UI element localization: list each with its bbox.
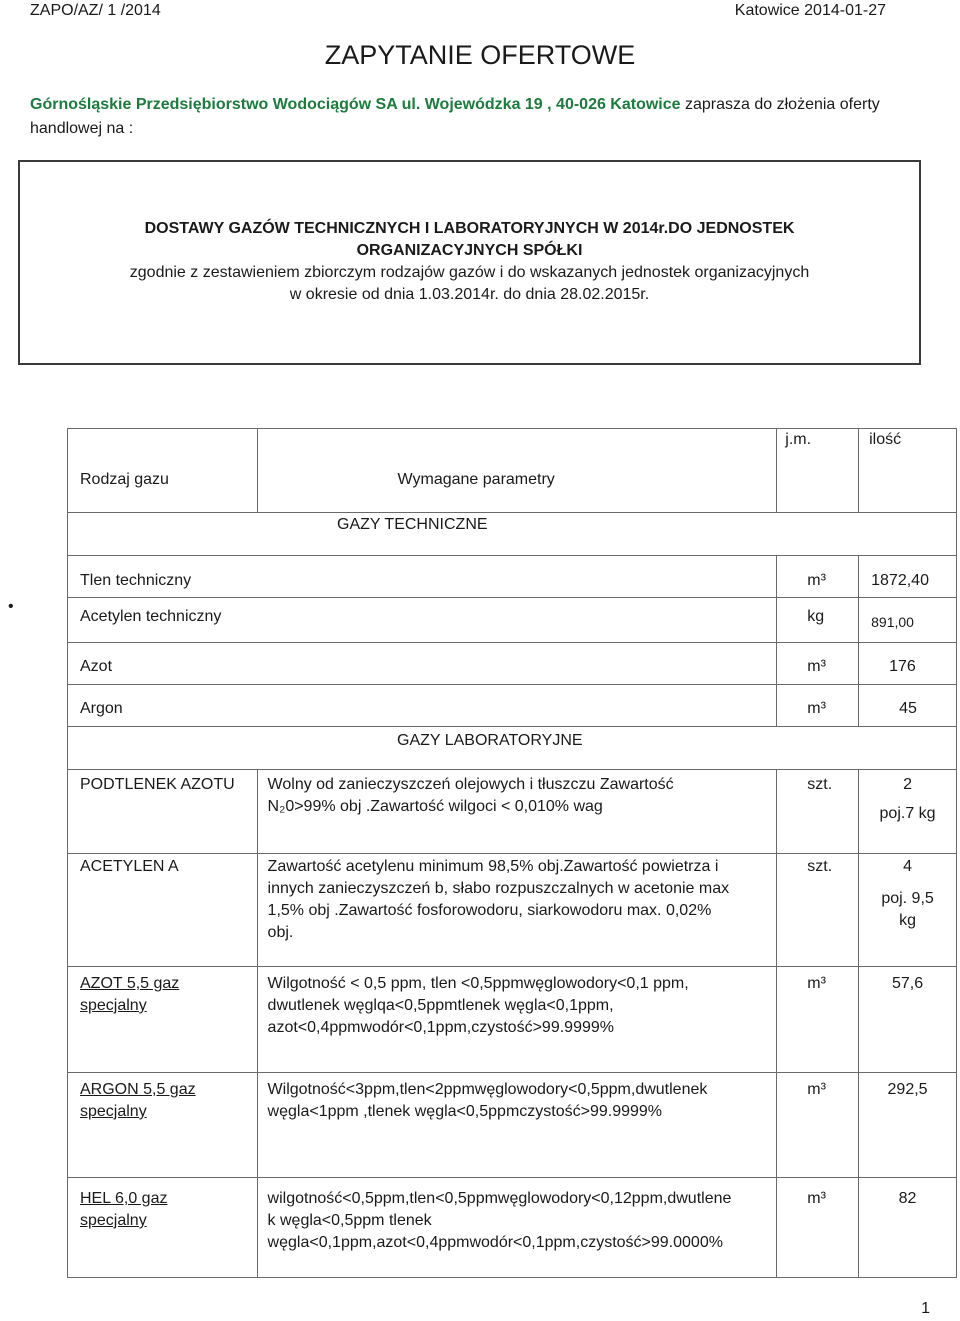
subject-line-2: ORGANIZACYJNYCH SPÓŁKI <box>356 242 583 259</box>
gas-quantity: 82 <box>898 1190 917 1207</box>
gas-name: ACETYLEN A <box>80 858 179 875</box>
header-quantity: ilość <box>869 431 902 448</box>
param-line: węgla<1ppm ,tlenek węgla<0,5ppmczystość>99.9999% <box>267 1103 663 1120</box>
table-header-row <box>68 429 957 513</box>
gas-unit: m³ <box>807 1081 826 1098</box>
table-row <box>68 1073 957 1178</box>
table-row <box>68 967 957 1073</box>
table-row <box>68 598 957 643</box>
subject-line-3: zgodnie z zestawieniem zbiorczym rodzajów gazów i do wskazanych jednostek organizacyjnych <box>129 264 810 281</box>
section-laboratory: GAZY LABORATORYJNE <box>397 732 583 749</box>
gas-name-cont: specjalny <box>80 997 147 1014</box>
header-unit: j.m. <box>785 431 812 448</box>
gas-unit: m³ <box>807 700 826 717</box>
company-name: Górnośląskie Przedsiębiorstwo Wodociągów SA ul. Wojewódzka 19 , 40-026 Katowice <box>30 96 681 113</box>
section-row <box>68 727 957 770</box>
section-row <box>68 513 957 556</box>
param-line: wilgotność<0,5ppm,tlen<0,5ppmwęglowodory<0,12ppm,dwutlene <box>267 1190 732 1207</box>
table-row <box>68 854 957 967</box>
param-line: Wolny od zanieczyszczeń olejowych i tłuszczu Zawartość <box>267 776 674 793</box>
gas-quantity: 1872,40 <box>871 572 929 589</box>
gas-quantity: 2 <box>903 776 913 793</box>
param-line: Zawartość acetylenu minimum 98,5% obj.Zawartość powietrza i <box>267 858 719 875</box>
page-title: ZAPYTANIE OFERTOWE <box>324 40 636 70</box>
table-row <box>68 556 957 598</box>
gas-quantity: 891,00 <box>871 614 914 630</box>
gas-name: Azot <box>80 658 113 675</box>
param-line: dwutlenek węglqa<0,5ppmtlenek węgla<0,1ppm, <box>267 997 614 1014</box>
gas-quantity: 292,5 <box>887 1081 928 1098</box>
gas-quantity: 4 <box>903 858 913 875</box>
container-unit: kg <box>899 912 917 929</box>
param-line: N₂0>99% obj .Zawartość wilgoci < 0,010% wag <box>267 798 603 815</box>
gas-name: ARGON 5,5 gaz <box>80 1081 196 1098</box>
subject-box <box>18 160 921 365</box>
subject-line-4: w okresie od dnia 1.03.2014r. do dnia 28.02.2015r. <box>289 286 650 303</box>
table-row <box>68 643 957 685</box>
gas-unit: szt. <box>807 858 833 875</box>
table-row <box>68 1178 957 1278</box>
gas-name-cont: specjalny <box>80 1103 147 1120</box>
header-gas-type: Rodzaj gazu <box>80 471 169 488</box>
gas-unit: kg <box>807 608 825 625</box>
gas-name-cont: specjalny <box>80 1212 147 1229</box>
param-line: k węgla<0,5ppm tlenek <box>267 1212 432 1229</box>
gas-unit: m³ <box>807 658 826 675</box>
section-technical: GAZY TECHNICZNE <box>337 516 488 533</box>
gas-unit: m³ <box>807 975 826 992</box>
param-line: Wilgotność < 0,5 ppm, tlen <0,5ppmwęglowodory<0,1 ppm, <box>267 975 689 992</box>
param-line: Wilgotność<3ppm,tlen<2ppmwęglowodory<0,5ppm,dwutlenek <box>267 1081 708 1098</box>
gas-name: Argon <box>80 700 123 717</box>
container-size: poj. 9,5 <box>881 890 934 907</box>
page-number: 1 <box>921 1300 930 1317</box>
subject-line-1: DOSTAWY GAZÓW TECHNICZNYCH I LABORATORYJNYCH W 2014r.DO JEDNOSTEK <box>144 220 795 237</box>
document-reference: ZAPO/AZ/ 1 /2014 <box>30 2 161 19</box>
gas-name: Acetylen techniczny <box>80 608 222 625</box>
intro-text: zaprasza do złożenia oferty handlowej na : <box>30 96 880 137</box>
gas-name: AZOT 5,5 gaz <box>80 975 180 992</box>
intro-paragraph <box>30 93 940 141</box>
place-date: Katowice 2014-01-27 <box>734 2 886 19</box>
table-row <box>68 770 957 854</box>
header-parameters: Wymagane parametry <box>397 471 555 488</box>
gas-quantity: 176 <box>889 658 916 675</box>
container-size: poj.7 kg <box>879 805 936 822</box>
gas-quantity: 45 <box>899 700 917 717</box>
gas-name: HEL 6,0 gaz <box>80 1190 168 1207</box>
param-line: innych zanieczyszczeń b, słabo rozpuszczalnych w acetonie max <box>267 880 730 897</box>
gas-unit: szt. <box>807 776 833 793</box>
param-line: węgla<0,1ppm,azot<0,4ppmwodór<0,1ppm,czystość>99.0000% <box>267 1234 723 1251</box>
gas-name: PODTLENEK AZOTU <box>80 776 235 793</box>
param-line: azot<0,4ppmwodór<0,1ppm,czystość>99.9999% <box>267 1019 614 1036</box>
gas-name: Tlen techniczny <box>80 572 192 589</box>
param-line: 1,5% obj .Zawartość fosforowodoru, siarkowodoru max. 0,02% <box>267 902 712 919</box>
gas-unit: m³ <box>807 1190 826 1207</box>
gas-quantity: 57,6 <box>891 975 924 992</box>
table-row <box>68 685 957 727</box>
param-line: obj. <box>267 924 294 941</box>
gas-table <box>67 428 957 1278</box>
gas-unit: m³ <box>807 572 826 589</box>
bullet-mark: • <box>8 598 14 615</box>
